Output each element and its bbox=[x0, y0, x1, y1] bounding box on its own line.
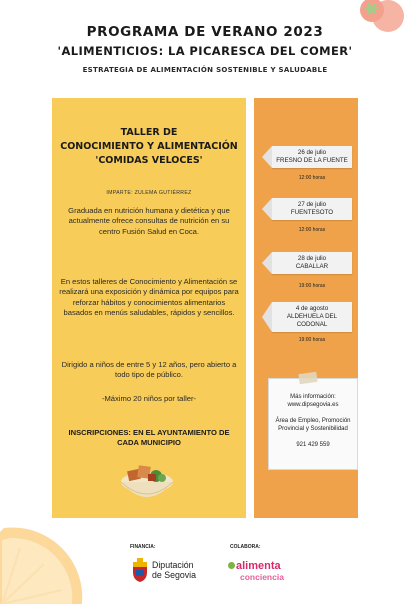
schedule-card bbox=[272, 302, 352, 332]
info-phone[interactable]: 921 429 559 bbox=[296, 442, 330, 448]
financia-label: FINANCIA: bbox=[130, 544, 156, 550]
schedule-place: FUENTESOTO bbox=[290, 209, 334, 216]
max-participants: -Máximo 20 niños por taller- bbox=[101, 394, 197, 403]
food-bowl-icon bbox=[118, 456, 176, 504]
diputacion-line1: Diputación bbox=[152, 560, 194, 570]
instructor-bio: Graduada en nutrición humana y dietética y que actualmente ofrece consultas de nutrición en su centro Fusión Salud en Coca. bbox=[68, 206, 230, 236]
orange-slice-illustration bbox=[0, 510, 100, 604]
info-heading: Más información: bbox=[290, 394, 336, 400]
audience-text: Dirigido a niños de entre 5 y 12 años, pero abierto a todo tipo de público. bbox=[61, 360, 237, 380]
strategy-line: ESTRATEGIA DE ALIMENTACIÓN SOSTENIBLE Y SALUDABLE bbox=[82, 66, 328, 74]
schedule-place: ALDEHUELA DEL CODONAL bbox=[286, 313, 338, 328]
conciencia-word: conciencia bbox=[240, 572, 284, 582]
registration-text: INSCRIPCIONES: EN EL AYUNTAMIENTO DE CADA MUNICIPIO bbox=[68, 428, 230, 448]
instructor-line: IMPARTE: ZULEMA GUTIÉRREZ bbox=[106, 190, 192, 196]
schedule-date: 27 de julio bbox=[297, 201, 327, 208]
diputacion-logo bbox=[132, 556, 212, 588]
schedule-place: CABALLAR bbox=[295, 263, 329, 270]
schedule-date: 28 de julio bbox=[297, 255, 327, 262]
schedule-card bbox=[272, 252, 352, 274]
tape-decoration bbox=[298, 372, 317, 384]
schedule-panel bbox=[254, 98, 358, 518]
alimenta-word: alimenta bbox=[236, 560, 281, 572]
info-area: Área de Empleo, Promoción Provincial y Sostenibilidad bbox=[275, 418, 351, 432]
schedule-card bbox=[272, 146, 352, 168]
coat-of-arms-icon bbox=[132, 558, 148, 582]
schedule-place: FRESNO DE LA FUENTE bbox=[276, 157, 348, 164]
alimenta-conciencia-logo bbox=[228, 558, 308, 588]
program-title: PROGRAMA DE VERANO 2023 bbox=[86, 24, 324, 40]
schedule-card bbox=[272, 198, 352, 220]
schedule-time: 12:00 horas bbox=[298, 227, 326, 233]
schedule-date: 26 de julio bbox=[297, 149, 327, 156]
colabora-label: COLABORA: bbox=[230, 544, 261, 550]
workshop-title-line3: 'COMIDAS VELOCES' bbox=[95, 155, 203, 166]
schedule-time: 12:00 horas bbox=[298, 175, 326, 181]
info-note bbox=[268, 378, 358, 470]
workshop-title bbox=[52, 126, 246, 168]
workshop-title-line1: TALLER DE bbox=[120, 127, 178, 138]
workshop-description: En estos talleres de Conocimiento y Alimentación se realizará una exposición y dinámica por equipos para reforzar hábitos y conocimientos alimentarios basados en menús saludables, rápidos y sencillos. bbox=[59, 277, 239, 318]
schedule-time: 19:00 horas bbox=[298, 337, 326, 343]
workshop-title-line2: CONOCIMIENTO Y ALIMENTACIÓN bbox=[60, 141, 238, 152]
workshop-panel bbox=[52, 98, 246, 518]
program-subtitle: 'ALIMENTICIOS: LA PICARESCA DEL COMER' bbox=[57, 44, 353, 58]
schedule-time: 19:00 horas bbox=[298, 283, 326, 289]
diputacion-line2: de Segovia bbox=[152, 570, 197, 580]
schedule-date: 4 de agosto bbox=[295, 305, 329, 312]
info-web[interactable]: www.dipsegovia.es bbox=[287, 402, 339, 408]
tomato-illustration bbox=[350, 0, 410, 52]
leaf-icon bbox=[228, 562, 235, 569]
